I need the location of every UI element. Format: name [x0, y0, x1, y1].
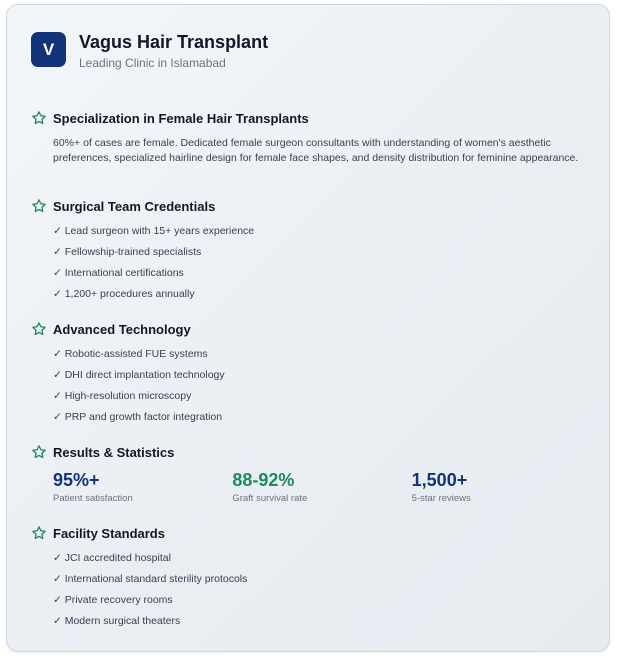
section-title: Surgical Team Credentials: [53, 198, 216, 214]
star-outline-icon: [31, 321, 47, 337]
stat-value: 88-92%: [232, 470, 295, 490]
section-header: [31, 523, 591, 543]
list-item: ✓ Robotic-assisted FUE systems: [53, 348, 208, 360]
stats-row: [53, 469, 591, 504]
list-item: ✓ International standard sterility protocols: [53, 573, 248, 585]
clinic-logo: V: [31, 32, 66, 67]
section-results: [31, 442, 591, 504]
star-outline-icon: [31, 525, 47, 541]
list-item: ✓ 1,200+ procedures annually: [53, 288, 195, 300]
technology-list: [53, 344, 591, 428]
stat-graft-survival: [232, 469, 411, 504]
stat-value: 95%+: [53, 470, 100, 490]
section-header: [31, 442, 591, 462]
list-item: ✓ PRP and growth factor integration: [53, 411, 223, 423]
list-item: ✓ Modern surgical theaters: [53, 615, 181, 627]
list-item: ✓ High-resolution microscopy: [53, 390, 192, 402]
clinic-tagline: Leading Clinic in Islamabad: [79, 56, 226, 70]
section-specialization: [31, 108, 591, 166]
section-header: [31, 319, 591, 339]
list-item: ✓ Fellowship-trained specialists: [53, 246, 202, 258]
list-item: ✓ DHI direct implantation technology: [53, 369, 225, 381]
stat-value: 1,500+: [411, 470, 468, 490]
clinic-name: Vagus Hair Transplant: [79, 32, 269, 52]
credentials-list: [53, 221, 591, 305]
star-outline-icon: [31, 198, 47, 214]
stat-label: Patient satisfaction: [53, 493, 133, 504]
section-title: Specialization in Female Hair Transplants: [53, 110, 309, 126]
section-technology: [31, 319, 591, 428]
list-item: ✓ JCI accredited hospital: [53, 552, 171, 564]
clinic-card: [6, 4, 610, 652]
stat-label: 5-star reviews: [411, 493, 471, 504]
clinic-header: [31, 29, 268, 70]
section-title: Results & Statistics: [53, 444, 175, 460]
section-title: Advanced Technology: [53, 321, 191, 337]
section-paragraph: 60%+ of cases are female. Dedicated female surgeon consultants with understanding of women's aesthetic preferences, specialized hairline design for female face shapes, and density distribution for feminine appearance.: [53, 137, 579, 164]
facility-list: [53, 548, 591, 632]
stat-reviews: [412, 469, 591, 504]
star-outline-icon: [31, 110, 47, 126]
section-team: [31, 196, 591, 305]
clinic-title-block: [79, 31, 268, 70]
list-item: ✓ Lead surgeon with 15+ years experience: [53, 225, 255, 237]
list-item: ✓ Private recovery rooms: [53, 594, 173, 606]
section-facility: [31, 523, 591, 632]
section-header: [31, 196, 591, 216]
section-title: Facility Standards: [53, 525, 165, 541]
stat-satisfaction: [53, 469, 232, 504]
list-item: ✓ International certifications: [53, 267, 184, 279]
star-outline-icon: [31, 444, 47, 460]
stat-label: Graft survival rate: [232, 493, 308, 504]
section-header: [31, 108, 591, 128]
